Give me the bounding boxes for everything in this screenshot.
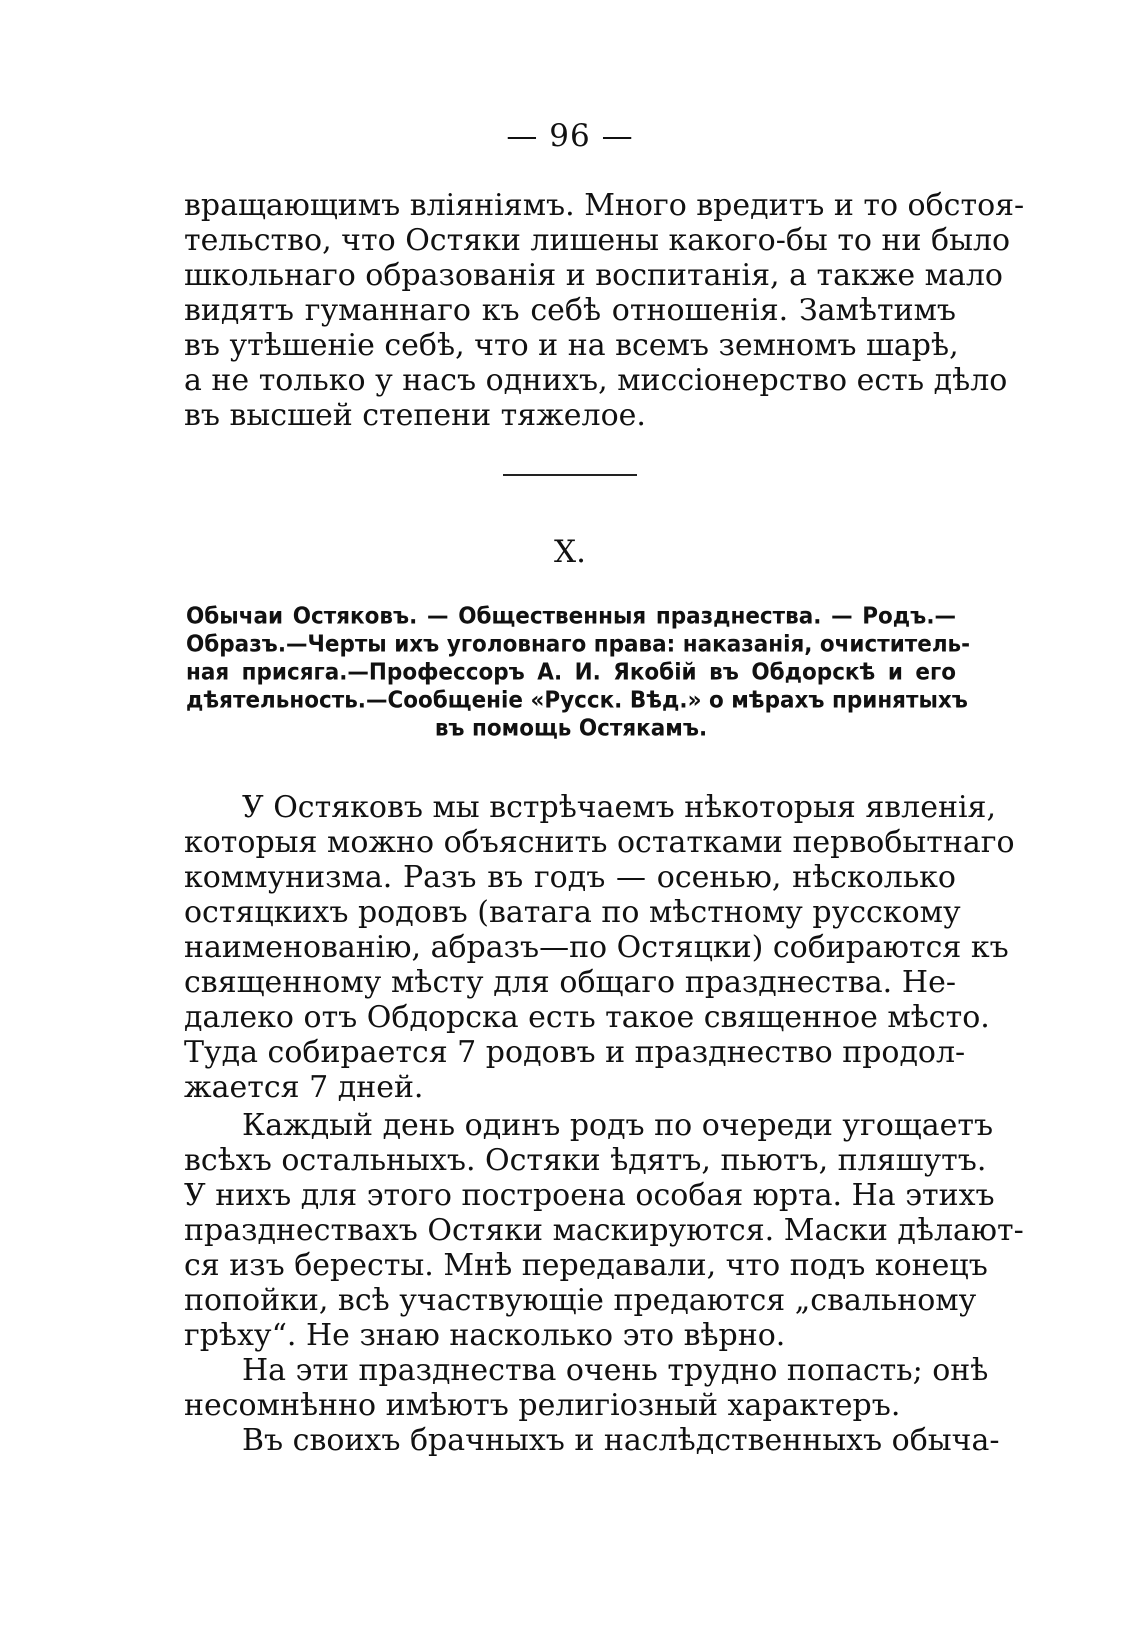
text-line: видятъ гуманнаго къ себѣ отношенія. Замѣтимъ [184,293,956,328]
section-divider [503,474,637,476]
text-line: остяцкихъ родовъ (ватага по мѣстному русскому [184,895,961,930]
text-line: коммунизма. Разъ въ годъ — осенью, нѣсколько [184,860,956,895]
page-number: — 96 — [506,118,634,154]
text-line: тельство, что Остяки лишены какого-бы то ни было [184,223,1011,258]
text-line: далеко отъ Обдорска есть такое священное мѣсто. [184,1000,990,1035]
chapter-summary-line: Обычаи Остяковъ. — Общественныя празднества. — Родъ.— [186,603,956,631]
text-line: наименованію, абразъ—по Остяцки) собираются къ [184,930,1009,965]
text-line: школьнаго образованія и воспитанія, а также мало [184,258,1003,293]
text-line: грѣху“. Не знаю насколько это вѣрно. [184,1318,786,1353]
text-line: всѣхъ остальныхъ. Остяки ѣдятъ, пьютъ, пляшутъ. [184,1143,987,1178]
text-line: У Остяковъ мы встрѣчаемъ нѣкоторыя явленія, [242,790,996,825]
text-line: священному мѣсту для общаго празднества. Не- [184,965,956,1000]
text-line: На эти празднества очень трудно попасть; онѣ [242,1353,989,1388]
text-line: Въ своихъ брачныхъ и наслѣдственныхъ обыча- [242,1423,1000,1458]
chapter-numeral: X. [554,534,586,570]
chapter-summary-line: ная присяга.—Профессоръ А. И. Якобій въ Обдорскѣ и его [186,659,956,687]
chapter-summary-line: Образъ.—Черты ихъ уголовнаго права: наказанія, очиститель- [186,631,971,659]
chapter-summary-line: въ помощь Остякамъ. [434,715,708,743]
text-line: празднествахъ Остяки маскируются. Маски дѣлают- [184,1213,1024,1248]
text-line: Туда собирается 7 родовъ и празднество продол- [184,1035,966,1070]
text-line: несомнѣнно имѣютъ религіозный характеръ. [184,1388,901,1423]
text-line: У нихъ для этого построена особая юрта. На этихъ [184,1178,995,1213]
text-line: попойки, всѣ участвующіе предаются „свальному [184,1283,977,1318]
text-line: жается 7 дней. [184,1070,424,1105]
chapter-summary-line: дѣятельность.—Сообщеніе «Русск. Вѣд.» о мѣрахъ принятыхъ [186,687,968,715]
text-line: а не только у насъ однихъ, миссіонерство есть дѣло [184,363,1008,398]
text-line: ся изъ бересты. Мнѣ передавали, что подъ конецъ [184,1248,988,1283]
text-line: Каждый день одинъ родъ по очереди угощаетъ [242,1108,994,1143]
text-line: въ высшей степени тяжелое. [184,398,646,433]
text-line: въ утѣшеніе себѣ, что и на всемъ земномъ шарѣ, [184,328,959,363]
text-line: вращающимъ вліяніямъ. Много вредитъ и то обстоя- [184,188,1025,223]
text-line: которыя можно объяснить остатками первобытнаго [184,825,1015,860]
